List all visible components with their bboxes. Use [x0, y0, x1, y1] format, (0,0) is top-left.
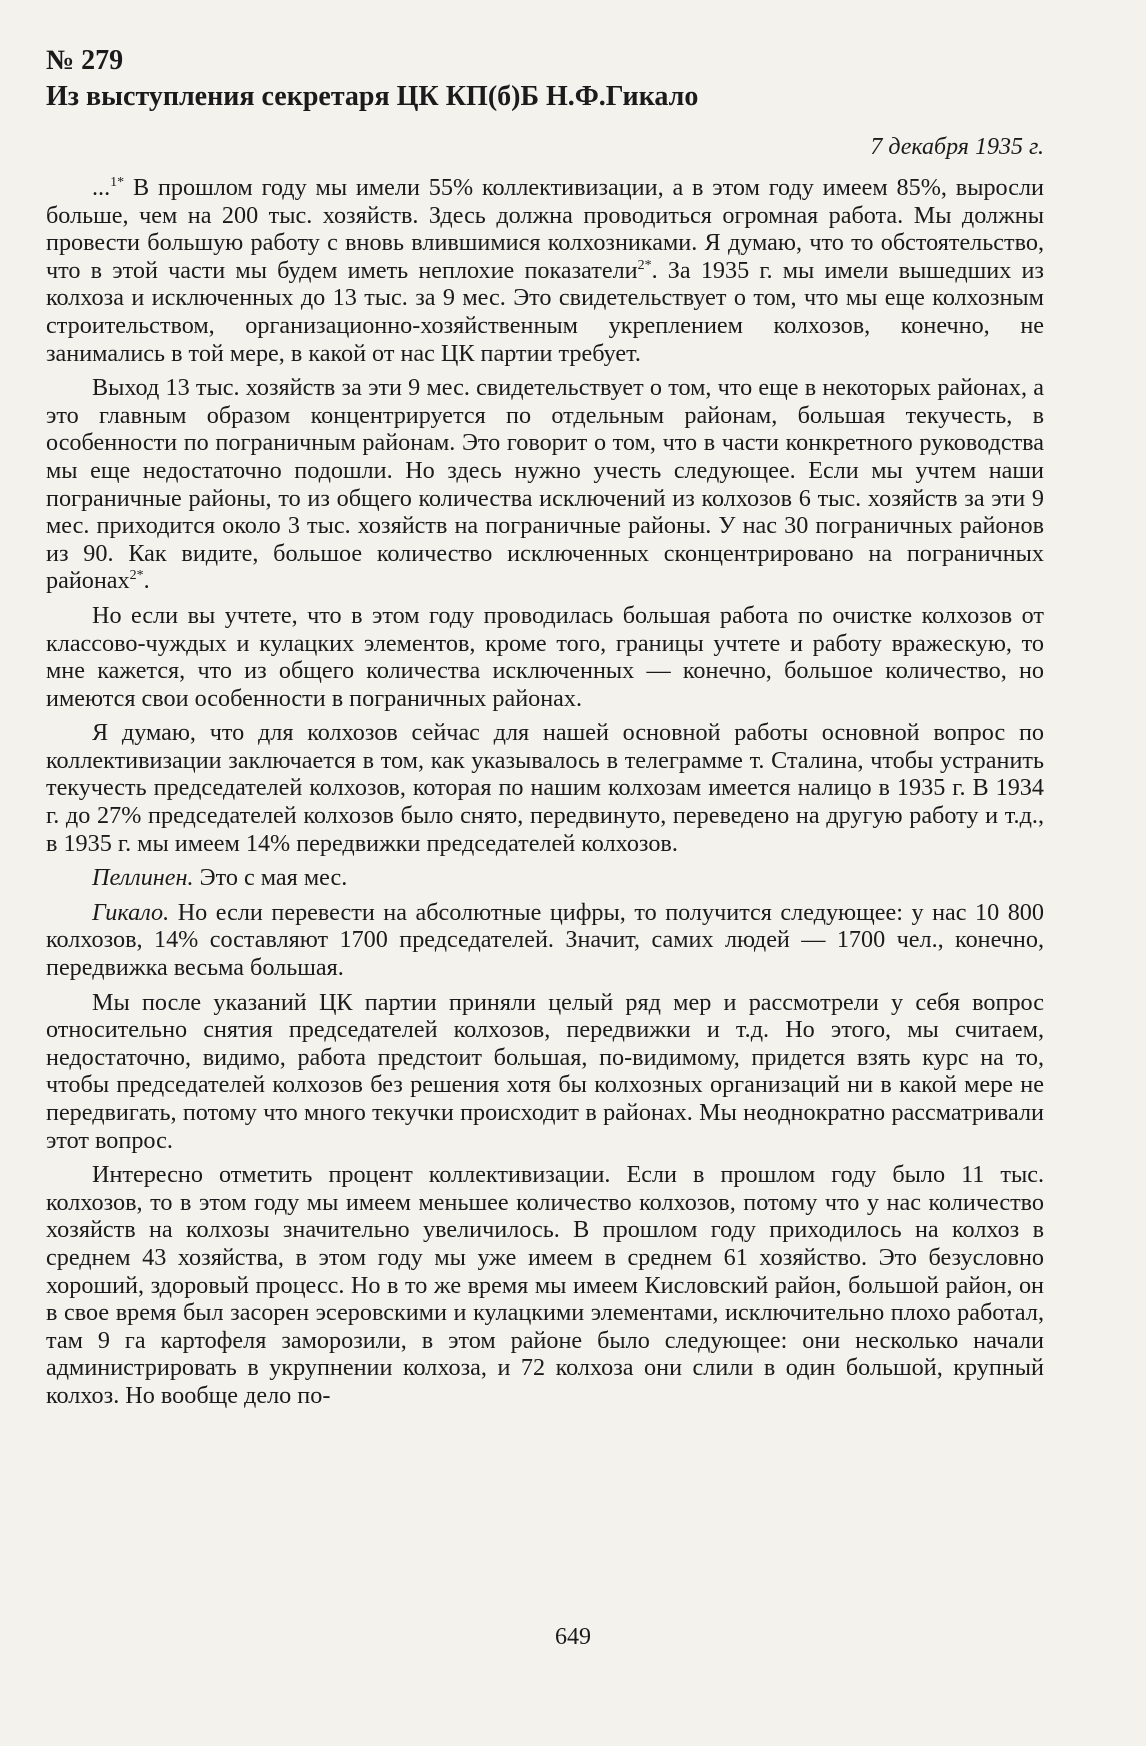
document-date: 7 декабря 1935 г.	[870, 134, 1044, 160]
page-number: 649	[555, 1624, 591, 1650]
paragraph-text: . За 1935 г. мы имели вышедших из колхоза и исключенных до 13 тыс. за 9 мес. Это свидетельствует о том, что мы еще колхозным строительством, организационно-хозяйственным укреплением колхозов, конечно, не занимались в той мере, в какой от нас ЦК партии требует.	[46, 256, 1044, 367]
footnote-marker: 2*	[637, 257, 652, 273]
document-title: Из выступления секретаря ЦК КП(б)Б Н.Ф.Гикало	[46, 81, 699, 112]
paragraph-7: Мы после указаний ЦК партии приняли целый ряд мер и рассмотрели у себя вопрос относительно снятия председателей колхозов, передвижки и т.д. Но этого, мы считаем, недостаточно, видимо, работа предстоит большая, по-видимому, придется взять курс на то, чтобы председателей колхозов без решения хотя бы колхозных организаций ни в какой мере не передвигать, потому что много текучки происходит в районах. Мы неоднократно рассматривали этот вопрос.	[46, 988, 1044, 1154]
paragraph-text: .	[143, 567, 150, 595]
ellipsis: ...	[92, 174, 111, 201]
speaker-name: Гикало.	[92, 898, 170, 926]
paragraph-3: Но если вы учтете, что в этом году проводилась большая работа по очистке колхозов от классово-чуждых и кулацких элементов, кроме того, границы учтете и работу вражескую, то мне кажется, что из общего количества исключенных — конечно, большое количество, но имеются свои особенности в пограничных районах.	[46, 601, 1044, 712]
remark-pellinen	[46, 864, 1044, 892]
speaker-name: Пеллинен.	[92, 864, 194, 892]
document-number: № 279	[46, 45, 124, 76]
paragraph-2	[46, 374, 1044, 595]
footnote-marker: 2*	[129, 568, 144, 584]
paragraph-4: Я думаю, что для колхозов сейчас для нашей основной работы основной вопрос по коллективизации заключается в том, как указывалось в телеграмме т. Сталина, чтобы устранить текучесть председателей колхозов, которая по нашим колхозам имеется налицо в 1935 г. В 1934 г. до 27% председателей колхозов было снято, передвинуто, переведено на другую работу и т.д., в 1935 г. мы имеем 14% передвижки председателей колхозов.	[46, 719, 1044, 857]
document-body	[46, 174, 1044, 1417]
paragraph-8: Интересно отметить процент коллективизации. Если в прошлом году было 11 тыс. колхозов, то в этом году мы имеем меньшее количество колхозов, потому что у нас количество хозяйств на колхозы значительно увеличилось. В прошлом году приходилось на колхоз в среднем 43 хозяйства, в этом году мы уже имеем в среднем 61 хозяйство. Это безусловно хороший, здоровый процесс. Но в то же время мы имеем Кисловский район, большой район, он в свое время был засорен эсеровскими и кулацкими элементами, исключительно плохо работал, там 9 га картофеля заморозили, в этом районе было следующее: они несколько начали администрировать в укрупнении колхоза, и 72 колхоза они слили в один большой, крупный колхоз. Но вообще дело по-	[46, 1161, 1044, 1409]
footnote-marker: 1*	[110, 174, 125, 190]
paragraph-1	[46, 174, 1044, 367]
remark-text: Но если перевести на абсолютные цифры, то получится следующее: у нас 10 800 колхозов, 14% составляют 1700 председателей. Значит, самих людей — 1700 чел., конечно, передвижка весьма большая.	[46, 898, 1044, 982]
paragraph-text: Выход 13 тыс. хозяйств за эти 9 мес. свидетельствует о том, что еще в некоторых районах, а это главным образом концентрируется по отдельным районам, большая текучесть, в особенности по пограничным районам. Это говорит о том, что в части конкретного руководства мы еще недостаточно подошли. Но здесь нужно учесть следующее. Если мы учтем наши пограничные районы, то из общего количества исключений из колхозов 6 тыс. хозяйств за эти 9 мес. приходится около 3 тыс. хозяйств на пограничные районы. У нас 30 пограничных районов из 90. Как видите, большое количество исключенных сконцентрировано на пограничных районах	[46, 374, 1044, 595]
remark-text: Это с мая мес.	[193, 864, 348, 892]
paragraph-text: В прошлом году мы имели 55% коллективизации, а в этом году имеем 85%, выросли больше, чем на 200 тыс. хозяйств. Здесь должна проводиться огромная работа. Мы должны провести большую работу с вновь влившимися колхозниками. Я думаю, что то обстоятельство, что в этой части мы будем иметь неплохие показатели	[46, 174, 1044, 284]
remark-gikalo	[46, 899, 1044, 982]
